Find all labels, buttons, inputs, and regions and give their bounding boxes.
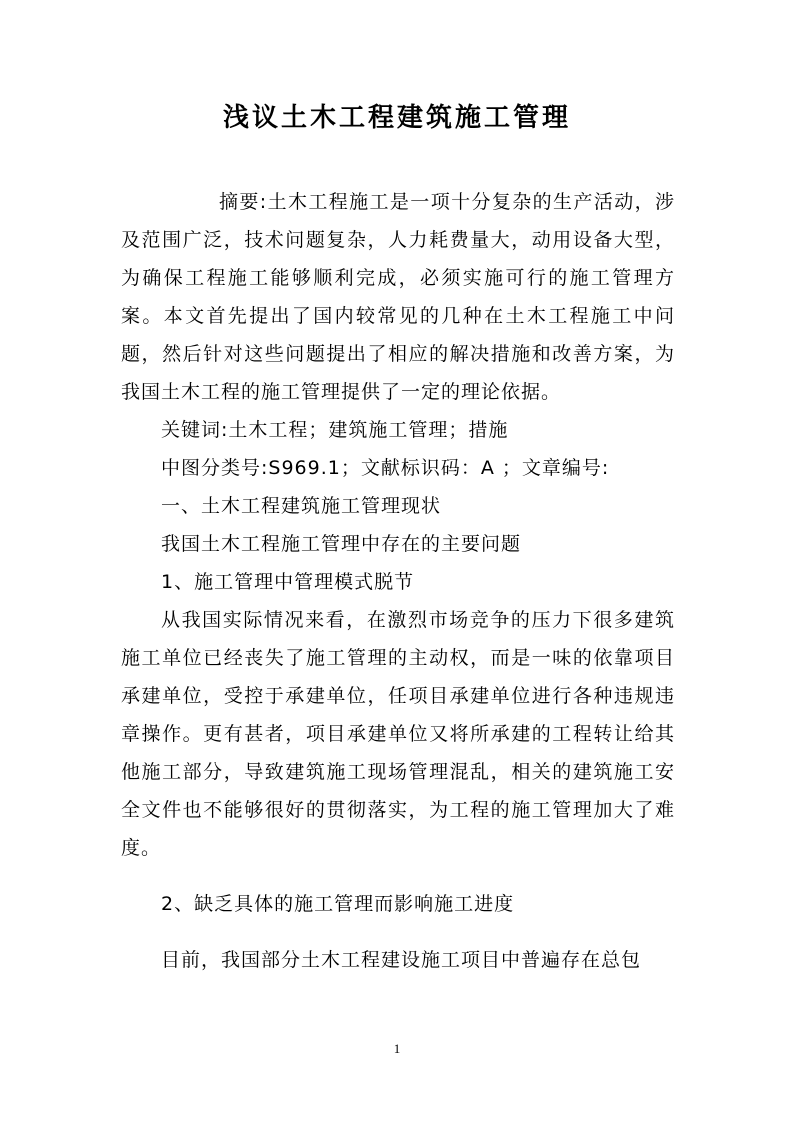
item-1-body: 从我国实际情况来看，在激烈市场竞争的压力下很多建筑施工单位已经丧失了施工管理的主动权，而是一味的依靠项目承建单位，受控于承建单位，任项目承建单位进行各种违规违章操作。更有甚者，项目承建单位又将所承建的工程转让给其他施工部分，导致建筑施工现场管理混乱，相关的建筑施工安全文件也不能够很好的贯彻落实，为工程的施工管理加大了难度。 bbox=[121, 609, 675, 859]
item-1-heading: 1、施工管理中管理模式脱节 bbox=[161, 571, 415, 593]
abstract-paragraph: 摘要:土木工程施工是一项十分复杂的生产活动，涉及范围广泛，技术问题复杂，人力耗费量大，动用设备大型，为确保工程施工能够顺利完成，必须实施可行的施工管理方案。本文首先提出了国内较常见的几种在土木工程施工中问题，然后针对这些问题提出了相应的解决措施和改善方案，为我国土木工程的施工管理提供了一定的理论依据。 bbox=[121, 191, 675, 403]
document-body bbox=[121, 183, 675, 979]
page-number: 1 bbox=[393, 1041, 401, 1056]
item-2-body: 目前，我国部分土木工程建设施工项目中普遍存在总包 bbox=[161, 949, 642, 971]
section-1-heading: 一、土木工程建筑施工管理现状 bbox=[161, 495, 442, 517]
page-title: 浅议土木工程建筑施工管理 bbox=[222, 103, 571, 133]
keywords-line: 关键词:土木工程；建筑施工管理；措施 bbox=[161, 419, 509, 441]
item-2-heading: 2、缺乏具体的施工管理而影响施工进度 bbox=[161, 893, 515, 915]
section-1-intro: 我国土木工程施工管理中存在的主要问题 bbox=[161, 533, 522, 555]
classification-line: 中图分类号:S969.1；文献标识码：A ；文章编号: bbox=[161, 457, 610, 479]
